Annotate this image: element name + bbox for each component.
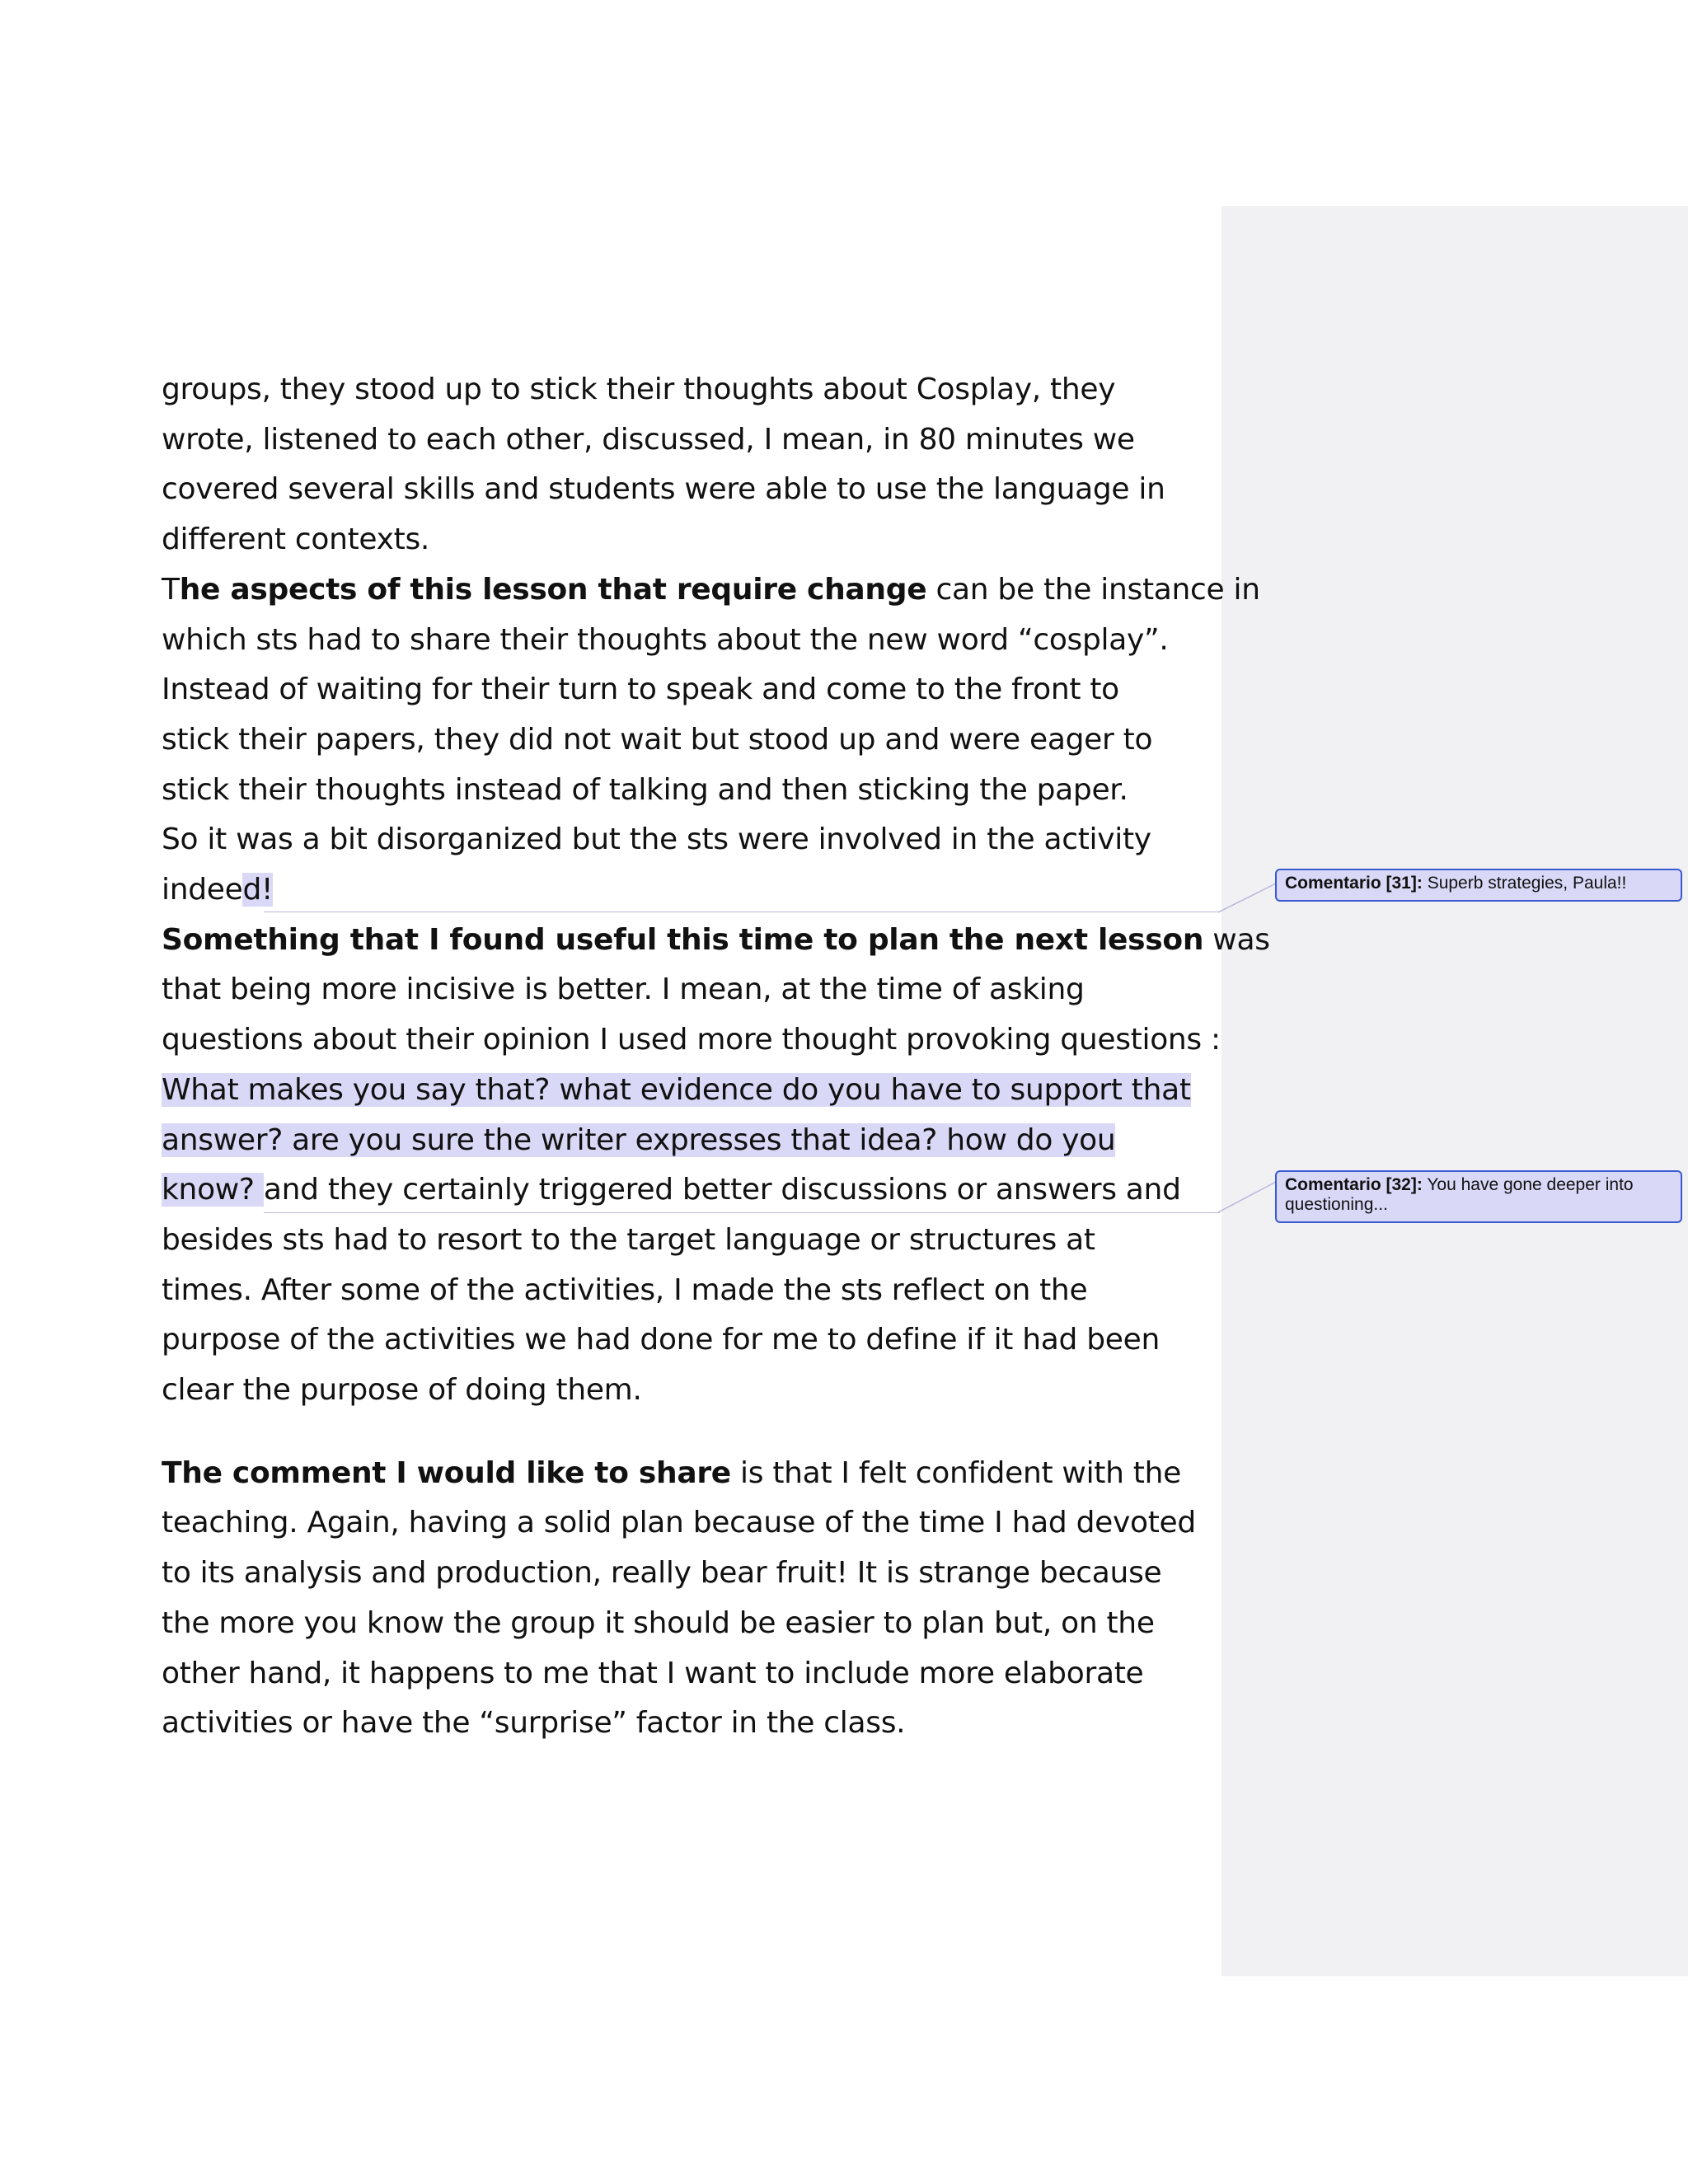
text-line: wrote, listened to each other, discussed, I mean, in 80 minutes we (162, 422, 1135, 457)
text-line: times. After some of the activities, I made the sts reflect on the (162, 1272, 1088, 1307)
comment-32-highlight[interactable]: answer? are you sure the writer expresses that idea? how do you (162, 1122, 1116, 1157)
comment-32-highlight[interactable]: know? (162, 1173, 264, 1207)
text-line: groups, they stood up to stick their thoughts about Cosplay, they (162, 373, 1116, 406)
comment-31-connector (1218, 880, 1278, 915)
text-line: questions about their opinion I used more thought provoking questions : (162, 1023, 1221, 1057)
text-line: that being more incisive is better. I mean, at the time of asking (162, 972, 1085, 1007)
text-run: indee (162, 873, 243, 907)
text-line: clear the purpose of doing them. (162, 1373, 642, 1408)
comment-text: You have gone deeper into questioning... (1285, 1175, 1634, 1214)
text-line (162, 1066, 1225, 1116)
text-line: besides sts had to resort to the target language or structures at (162, 1222, 1095, 1257)
comment-balloon-32[interactable] (1275, 1170, 1682, 1223)
text-line (162, 865, 1225, 916)
text-line (162, 1165, 1225, 1216)
comment-32-anchor-line (264, 1212, 1220, 1213)
text-line: covered several skills and students were able to use the language in (162, 472, 1165, 507)
comment-label: Comentario [32]: (1285, 1175, 1423, 1194)
text-run: is that I felt confident with the (730, 1455, 1181, 1490)
text-line: the more you know the group it should be easier to plan but, on the (162, 1605, 1155, 1640)
comment-label: Comentario [31]: (1285, 874, 1423, 893)
document-body[interactable] (162, 365, 1270, 1749)
text-line: stick their papers, they did not wait but stood up and were eager to (162, 722, 1153, 757)
text-line: different contexts. (162, 523, 430, 557)
text-line: teaching. Again, having a solid plan because of the time I had devoted (162, 1506, 1196, 1540)
text-line: purpose of the activities we had done for me to define if it had been (162, 1323, 1160, 1357)
text-line (162, 1449, 1225, 1499)
text-line: other hand, it happens to me that I want to include more elaborate (162, 1656, 1144, 1690)
comment-32-connector (1218, 1179, 1278, 1215)
text-run: was (1203, 922, 1270, 957)
comment-margin-pane (1221, 206, 1688, 1976)
text-line (162, 1116, 1225, 1166)
comment-31-highlight[interactable]: d! (242, 873, 274, 907)
text-run: and they certainly triggered better discussions or answers and (263, 1173, 1181, 1207)
bold-heading: Something that I found useful this time to plan the next lesson (162, 922, 1204, 957)
comment-balloon-31[interactable] (1275, 869, 1682, 902)
comment-text: Superb strategies, Paula!! (1422, 874, 1627, 893)
text-line: to its analysis and production, really bear fruit! It is strange because (162, 1556, 1162, 1591)
text-run: can be the instance in (926, 572, 1260, 607)
text-line: which sts had to share their thoughts about the new word “cosplay”. (162, 622, 1169, 657)
text-line: activities or have the “surprise” factor in the class. (162, 1706, 906, 1741)
text-line (162, 565, 1260, 616)
bold-heading: he aspects of this lesson that require change (179, 572, 927, 607)
text-line (162, 916, 1270, 966)
comment-32-highlight[interactable]: What makes you say that? what evidence do you have to support that (162, 1072, 1191, 1107)
text-line: stick their thoughts instead of talking and then sticking the paper. (162, 772, 1128, 807)
paragraph-gap (162, 1416, 1225, 1449)
text-run: T (162, 572, 180, 607)
text-line: Instead of waiting for their turn to speak and come to the front to (162, 673, 1119, 707)
text-line: So it was a bit disorganized but the sts were involved in the activity (162, 823, 1151, 857)
bold-heading: The comment I would like to share (162, 1455, 731, 1490)
